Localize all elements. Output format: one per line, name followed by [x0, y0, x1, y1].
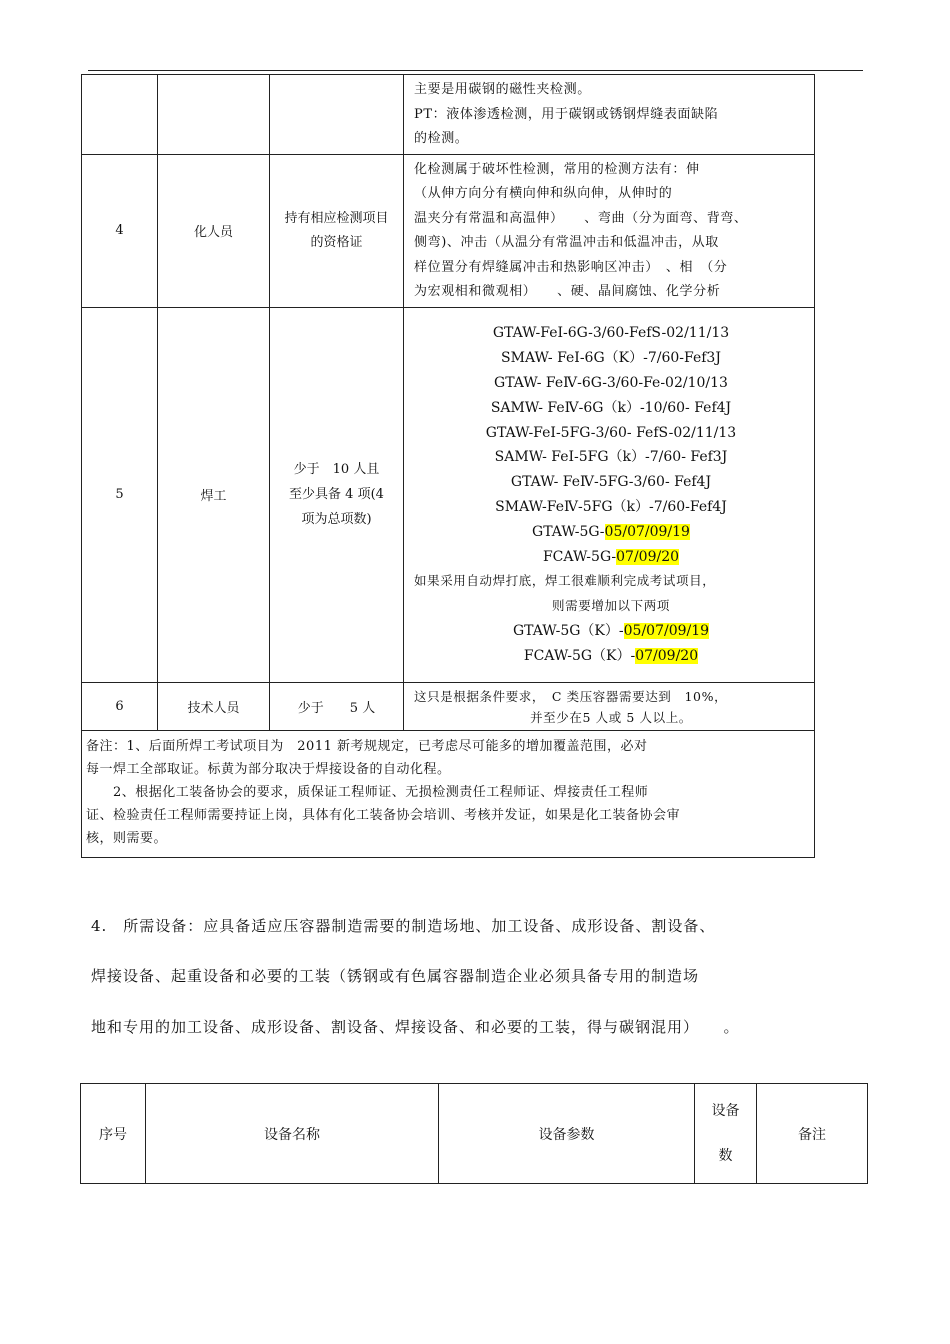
- remark-line: 每一焊工全部取证。标黄为部分取决于焊接设备的自动化程。: [86, 761, 451, 777]
- header-qty: [695, 1084, 757, 1184]
- item-prefix: GTAW-5G-: [532, 523, 605, 540]
- welder-qualifications: [404, 307, 815, 682]
- qualification-item: [414, 545, 808, 570]
- qualification-item: GTAW-FeⅠ-5FG-3/60- FefS-02/11/13: [485, 424, 737, 441]
- qualification-item: GTAW-FeⅠ-6G-3/60-FefS-02/11/13: [492, 325, 730, 342]
- cell-empty: [158, 75, 270, 155]
- requirement-cell: 少于 5 人: [270, 682, 404, 730]
- row-number: 6: [82, 682, 158, 730]
- item-prefix: GTAW-5G（K）-: [512, 622, 624, 639]
- text-line: 项为总项数): [301, 512, 372, 527]
- qualification-item: [414, 644, 808, 669]
- section4-line: 焊接设备、起重设备和必要的工装（锈钢或有色属容器制造企业必须具备专用的制造场: [91, 967, 700, 985]
- text-line: 这只是根据条件要求， C 类压容器需要达到 10%，: [414, 688, 728, 704]
- text-line: （从伸方向分有横向伸和纵向伸，从伸时的: [414, 186, 673, 201]
- qualification-item: GTAW- FeⅣ-6G-3/60-Fe-02/10/13: [494, 375, 728, 392]
- highlighted-code: 05/07/09/19: [623, 622, 710, 639]
- header-rule: [88, 70, 863, 71]
- table-row: [82, 307, 815, 682]
- table-row: [82, 154, 815, 307]
- qualification-item: SAMW- FeⅣ-6G（k）-10/60- Fef4J: [490, 399, 732, 416]
- row-number: 4: [82, 154, 158, 307]
- ndt-description: [404, 75, 815, 155]
- requirement-text: 持有相应检测项目的资格证: [284, 210, 389, 250]
- qualification-item: SMAW- FeⅠ-6G（K）-7/60-Fef3J: [501, 350, 721, 367]
- remark-line: 证、检验责任工程师需要持证上岗，具体有化工装备协会培训、考核并发证，如果是化工装备协会审: [86, 807, 681, 823]
- text-line: 侧弯)、冲击（从温分有常温冲击和低温冲击，从取: [414, 235, 719, 250]
- text-line: 少于 10 人且: [293, 462, 380, 477]
- text-line: 化检测属于破坏性检测，常用的检测方法有：伸: [414, 161, 700, 177]
- row-number: 5: [82, 307, 158, 682]
- highlighted-code: 05/07/09/19: [604, 523, 690, 540]
- qualification-item: SMAW-FeⅣ-5FG（k）-7/60-Fef4J: [495, 499, 727, 515]
- text-line: 至少具备 4 项(4: [289, 487, 384, 502]
- qualification-item: GTAW- FeⅣ-5FG-3/60- Fef4J: [510, 474, 712, 491]
- highlighted-code: 07/09/20: [616, 548, 680, 565]
- note-line: 如果采用自动焊打底，焊工很难顺利完成考试项目，: [414, 573, 716, 589]
- requirement-cell: [270, 154, 404, 307]
- role-cell: 焊工: [158, 307, 270, 682]
- text-line: 设备: [711, 1102, 740, 1119]
- text-line: 温夹分有常温和高温伸） 、弯曲（分为面弯、背弯、: [414, 210, 748, 226]
- text-line: 为宏观相和微观相） 、硬、晶间腐蚀、化学分析: [414, 284, 721, 299]
- text-line: 主要是用碳钢的磁性夹检测。: [414, 82, 591, 97]
- equipment-table: [80, 1083, 868, 1184]
- remarks-cell: [82, 730, 815, 857]
- section4-line: 地和专用的加工设备、成形设备、割设备、焊接设备、和必要的工装，得与碳钢混用） 。: [91, 1018, 740, 1036]
- remark-line: 2、根据化工装备协会的要求，质保证工程师证、无损检测责任工程师证、焊接责任工程师: [86, 784, 649, 800]
- personnel-table: [81, 74, 815, 858]
- table-row: [82, 730, 815, 857]
- item-prefix: FCAW-5G-: [542, 548, 617, 565]
- remark-line: 备注：1、后面所焊工考试项目为 2011 新考规规定，已考虑尽可能多的增加覆盖范围，必对: [86, 738, 648, 754]
- cell-empty: [270, 75, 404, 155]
- remark-line: 核，则需要。: [86, 830, 168, 846]
- text-line: 并至少在5 人或 5 人以上。: [530, 709, 692, 725]
- table-header-row: [81, 1084, 868, 1184]
- header-name: 设备名称: [146, 1084, 439, 1184]
- highlighted-code: 07/09/20: [635, 647, 699, 664]
- header-param: 设备参数: [439, 1084, 695, 1184]
- item-prefix: FCAW-5G（K）-: [523, 647, 636, 664]
- cell-empty: [82, 75, 158, 155]
- qualification-item: SAMW- FeⅠ-5FG（k）-7/60- Fef3J: [494, 449, 728, 466]
- note-line: 则需要增加以下两项: [552, 598, 670, 614]
- text-line: 数: [718, 1147, 733, 1164]
- text-line: 样位置分有焊缝属冲击和热影响区冲击） 、相 （分: [414, 259, 728, 275]
- header-remark: 备注: [757, 1084, 868, 1184]
- text-line: PT：液体渗透检测，用于碳钢或锈钢焊缝表面缺陷: [414, 106, 719, 122]
- section4-line: 4. 所需设备：应具备适应压容器制造需要的制造场地、加工设备、成形设备、割设备、: [91, 917, 716, 935]
- role-cell: 技术人员: [158, 682, 270, 730]
- role-cell: 化人员: [158, 154, 270, 307]
- qualification-item: [414, 520, 808, 545]
- technician-description: [404, 682, 815, 730]
- table-row: [82, 682, 815, 730]
- header-no: 序号: [81, 1084, 146, 1184]
- test-description: [404, 154, 815, 307]
- qualification-item: [414, 619, 808, 644]
- table-row: [82, 75, 815, 155]
- text-line: 的检测。: [414, 131, 469, 146]
- requirement-cell: [270, 307, 404, 682]
